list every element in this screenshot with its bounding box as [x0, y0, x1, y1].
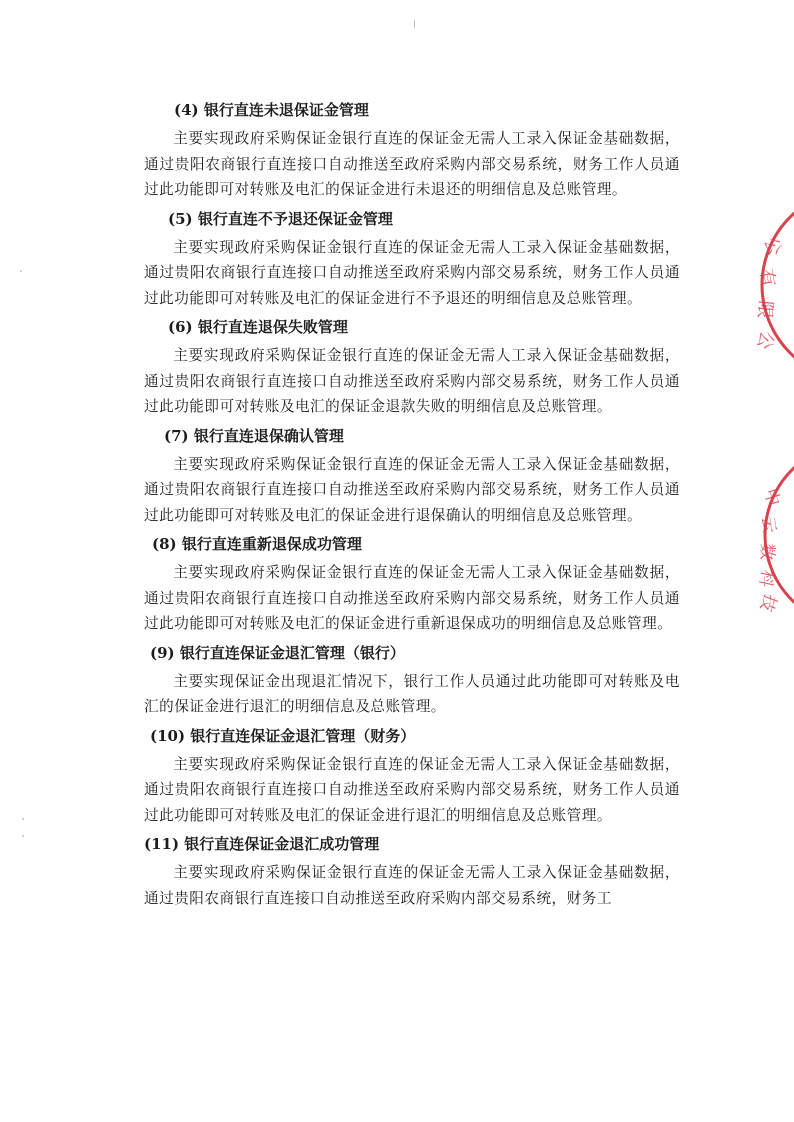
section-heading: (9) 银行直连保证金退汇管理（银行）	[150, 643, 405, 662]
section-5	[144, 207, 680, 312]
section-heading: (8) 银行直连重新退保成功管理	[152, 535, 362, 553]
section-6	[144, 315, 680, 420]
section-heading: (11) 银行直连保证金退汇成功管理	[144, 835, 380, 853]
section-paragraph: 主要实现政府采购保证金银行直连的保证金无需人工录入保证金基础数据，通过贵阳农商银行直连接口自动推送至政府采购内部交易系统，财务工作人员通过此功能即可对转账及电汇的保证金进行退汇的明细信息及总账管理。	[144, 755, 680, 824]
section-heading: (7) 银行直连退保确认管理	[164, 426, 344, 445]
svg-text:数: 数	[756, 542, 777, 561]
company-seal-lower	[752, 455, 794, 615]
section-4	[144, 98, 680, 203]
section-paragraph: 主要实现保证金出现退汇情况下，银行工作人员通过此功能即可对转账及电汇的保证金进行退汇的明细信息及总账管理。	[144, 672, 680, 715]
svg-text:技: 技	[755, 591, 781, 615]
section-paragraph: 主要实现政府采购保证金银行直连的保证金无需人工录入保证金基础数据，通过贵阳农商银行直连接口自动推送至政府采购内部交易系统，财务工作人员通过此功能即可对转账及电汇的保证金进行重新退保成功的明细信息及总账管理。	[144, 564, 680, 632]
section-9	[144, 641, 680, 720]
svg-text:限: 限	[753, 299, 776, 320]
section-8	[144, 532, 680, 637]
svg-text:中: 中	[759, 486, 784, 509]
section-paragraph: 主要实现政府采购保证金银行直连的保证金无需人工录入保证金基础数据，通过贵阳农商银行直连接口自动推送至政府采购内部交易系统，财务工作人员通过此功能即可对转账及电汇的保证金进行不予退还的明细信息及总账管理。	[144, 238, 680, 307]
svg-text:公: 公	[752, 328, 778, 352]
section-heading: (5) 银行直连不予退还保证金管理	[168, 209, 393, 228]
section-paragraph: 主要实现政府采购保证金银行直连的保证金无需人工录入保证金基础数据，通过贵阳农商银行直连接口自动推送至政府采购内部交易系统，财务工作人员通过此功能即可对转账及电汇的保证金进行退保确认的明细信息及总账管理。	[144, 455, 680, 524]
section-heading: (6) 银行直连退保失败管理	[168, 318, 348, 336]
svg-text:科: 科	[754, 567, 778, 589]
section-heading: (4) 银行直连未退保证金管理	[174, 101, 369, 119]
section-10	[144, 724, 680, 829]
section-heading: (10) 银行直连保证金退汇管理（财务）	[150, 726, 416, 745]
svg-text:公: 公	[759, 234, 786, 259]
section-11	[144, 832, 680, 911]
section-paragraph: 主要实现政府采购保证金银行直连的保证金无需人工录入保证金基础数据，通过贵阳农商银行直连接口自动推送至政府采购内部交易系统，财务工	[144, 864, 680, 907]
section-paragraph: 主要实现政府采购保证金银行直连的保证金无需人工录入保证金基础数据，通过贵阳农商银行直连接口自动推送至政府采购内部交易系统，财务工作人员通过此功能即可对转账及电汇的保证金退款失败的明细信息及总账管理。	[144, 347, 680, 415]
company-seal-upper	[748, 200, 794, 370]
svg-text:云: 云	[757, 514, 780, 535]
svg-text:有: 有	[755, 267, 779, 289]
section-7	[144, 424, 680, 529]
section-paragraph: 主要实现政府采购保证金银行直连的保证金无需人工录入保证金基础数据，通过贵阳农商银行直连接口自动推送至政府采购内部交易系统，财务工作人员通过此功能即可对转账及电汇的保证金进行未退还的明细信息及总账管理。	[144, 130, 680, 198]
document-body	[144, 98, 680, 915]
